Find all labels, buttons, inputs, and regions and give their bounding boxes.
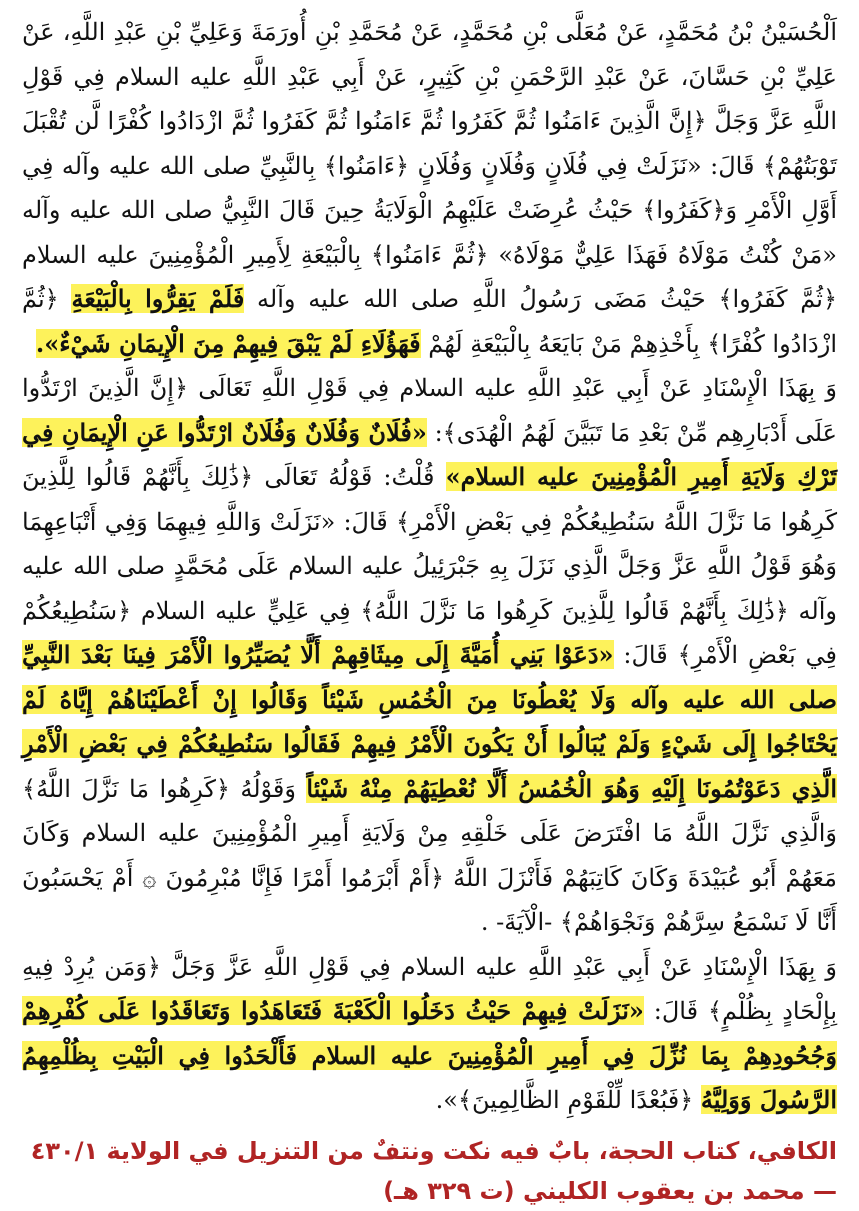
highlighted-text: «دَعَوْا بَنِي أُمَيَّةَ إِلَى مِيثَاقِهِمْ أَلَّا يُصَيِّرُوا الْأَمْرَ فِينَا بَعْدَ النَّبِيِّ صلى الله عليه وآله وَلَا يُعْطُونَا مِنَ الْخُمُسِ شَيْئاً وَقَالُوا إِنْ أَعْطَيْنَاهُمْ إِيَّاهُ لَمْ يَحْتَاجُوا إِلَى شَيْءٍ وَلَمْ يُبَالُوا أَنْ يَكُونَ الْأَمْرُ فِيهِمْ فَقَالُوا سَنُطِيعُكُمْ فِي بَعْضِ الْأَمْرِ الَّذِي دَعَوْتُمُونَا إِلَيْهِ وَهُوَ الْخُمُسُ أَلَّا نُعْطِيَهُمْ مِنْهُ شَيْئاً [22, 640, 838, 803]
paragraph [22, 945, 837, 1123]
paragraph [22, 366, 837, 945]
text-segment: اَلْحُسَيْنُ بْنُ مُحَمَّدٍ، عَنْ مُعَلَّى بْنِ مُحَمَّدٍ، عَنْ مُحَمَّدِ بْنِ أُورَمَةَ وَعَلِيِّ بْنِ عَبْدِ اللَّهِ، عَنْ عَلِيِّ بْنِ حَسَّانَ، عَنْ عَبْدِ الرَّحْمَنِ بْنِ كَثِيرٍ، عَنْ أَبِي عَبْدِ اللَّهِ عليه السلام فِي قَوْلِ اللَّهِ عَزَّ وَجَلَّ ﴿إِنَّ الَّذِينَ ءَامَنُوا ثُمَّ كَفَرُوا ثُمَّ ءَامَنُوا ثُمَّ كَفَرُوا ثُمَّ ازْدَادُوا كُفْرًا لَّن تُقْبَلَ تَوْبَتُهُمْ﴾ قَالَ: «نَزَلَتْ فِي فُلَانٍ وَفُلَانٍ وَفُلَانٍ ﴿ءَامَنُوا﴾ بِالنَّبِيِّ صلى الله عليه وآله فِي أَوَّلِ الْأَمْرِ وَ﴿كَفَرُوا﴾ حَيْثُ عُرِضَتْ عَلَيْهِمُ الْوَلَايَةُ حِينَ قَالَ النَّبِيُّ صلى الله عليه وآله «مَنْ كُنْتُ مَوْلَاهُ فَهَذَا عَلِيٌّ مَوْلَاهُ» ﴿ثُمَّ ءَامَنُوا﴾ بِالْبَيْعَةِ لِأَمِيرِ الْمُؤْمِنِينَ عليه السلام ﴿ثُمَّ كَفَرُوا﴾ حَيْثُ مَضَى رَسُولُ اللَّهِ صلى الله عليه وآله [22, 18, 838, 313]
text-segment: قُلْتُ: قَوْلُهُ تَعَالَى ﴿ذَٰلِكَ بِأَنَّهُمْ قَالُوا لِلَّذِينَ كَرِهُوا مَا نَزَّلَ اللَّهُ سَنُطِيعُكُمْ فِي بَعْضِ الْأَمْرِ﴾ قَالَ: «نَزَلَتْ وَاللَّهِ فِيهِمَا وَفِي أَتْبَاعِهِمَا وَهُوَ قَوْلُ اللَّهِ عَزَّ وَجَلَّ الَّذِي نَزَلَ بِهِ جَبْرَئِيلُ عليه السلام عَلَى مُحَمَّدٍ صلى الله عليه وآله ﴿ذَٰلِكَ بِأَنَّهُمْ قَالُوا لِلَّذِينَ كَرِهُوا مَا نَزَّلَ اللَّهُ﴾ فِي عَلِيٍّ عليه السلام ﴿سَنُطِيعُكُمْ فِي بَعْضِ الْأَمْرِ﴾ قَالَ: [22, 463, 838, 669]
text-segment: وَ بِهَذَا الْإِسْنَادِ عَنْ أَبِي عَبْدِ اللَّهِ عليه السلام فِي قَوْلِ اللَّهِ تَعَالَى ﴿إِنَّ الَّذِينَ ارْتَدُّوا عَلَى أَدْبَارِهِم مِّنْ بَعْدِ مَا تَبَيَّنَ لَهُمُ الْهُدَى﴾: [22, 374, 837, 447]
hadith-text [22, 10, 837, 1123]
text-segment: وَ بِهَذَا الْإِسْنَادِ عَنْ أَبِي عَبْدِ اللَّهِ عليه السلام فِي قَوْلِ اللَّهِ عَزَّ وَجَلَّ ﴿وَمَن يُرِدْ فِيهِ بِإِلْحَادٍ بِظُلْمٍ﴾ قَالَ: [22, 952, 838, 1025]
highlighted-text: فَلَمْ يَقِرُّوا بِالْبَيْعَةِ [71, 284, 245, 313]
highlighted-text: فَهَؤُلَاءِ لَمْ يَبْقَ فِيهِمْ مِنَ الْإِيمَانِ شَيْءٌ». [35, 328, 421, 358]
source-citation: الكافي، كتاب الحجة، بابٌ فيه نكت ونتفٌ من التنزيل في الولاية ٤٣٠/١ — محمد بن يعقوب الكليني (ت ٣٢٩ هـ) [30, 1136, 837, 1205]
highlighted-text: «نَزَلَتْ فِيهِمْ حَيْثُ دَخَلُوا الْكَعْبَةَ فَتَعَاهَدُوا وَتَعَاقَدُوا عَلَى كُفْرِهِمْ وَجُحُودِهِمْ بِمَا نُزِّلَ فِي أَمِيرِ الْمُؤْمِنِينَ عليه السلام فَأَلْحَدُوا فِي الْبَيْتِ بِظُلْمِهِمُ الرَّسُولَ وَوَلِيَّهُ [22, 996, 837, 1114]
highlighted-text: «فُلَانٌ وَفُلَانٌ وَفُلَانٌ ارْتَدُّوا عَنِ الْإِيمَانِ فِي تَرْكِ وَلَايَةِ أَمِيرِ الْمُؤْمِنِينَ عليه السلام» [22, 417, 838, 491]
text-segment: وَقَوْلُهُ ﴿كَرِهُوا مَا نَزَّلَ اللَّهُ﴾ وَالَّذِي نَزَّلَ اللَّهُ مَا افْتَرَضَ عَلَى خَلْقِهِ مِنْ وَلَايَةِ أَمِيرِ الْمُؤْمِنِينَ عليه السلام وَكَانَ مَعَهُمْ أَبُو عُبَيْدَةَ وَكَانَ كَاتِبَهُمْ فَأَنْزَلَ اللَّهُ ﴿أَمْ أَبْرَمُوا أَمْرًا فَإِنَّا مُبْرِمُونَ ۞ أَمْ يَحْسَبُونَ أَنَّا لَا نَسْمَعُ سِرَّهُمْ وَنَجْوَاهُمْ﴾ -الْآيَةَ- . [22, 774, 837, 936]
paragraph [22, 10, 837, 366]
text-segment: ﴿فَبُعْدًا لِّلْقَوْمِ الظَّالِمِينَ﴾». [435, 1086, 701, 1114]
text-segment: ﴿ثُمَّ ازْدَادُوا كُفْرًا﴾ بِأَخْذِهِمْ مَنْ بَايَعَهُ بِالْبَيْعَةِ لَهُمْ [22, 285, 837, 358]
